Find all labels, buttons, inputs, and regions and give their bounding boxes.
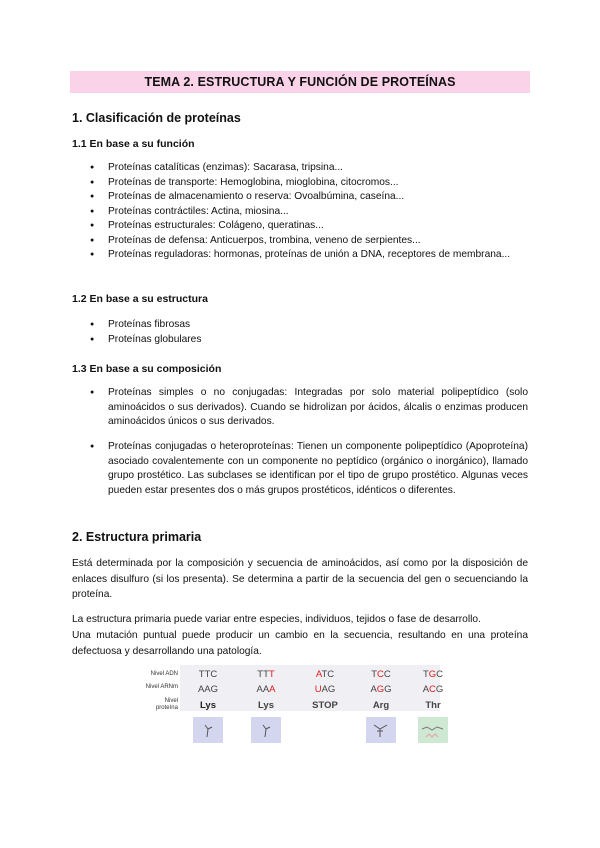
molecule-image-2 [251,717,281,743]
label-protein-line1: Nivel [164,698,178,704]
composition-list-2 [88,440,528,498]
rna-codon-3: UAG [314,684,336,695]
paragraph-variation: La estructura primaria puede variar entre especies, individuos, tejidos o fase de desarrollo. [72,614,481,625]
subsection-1-2-heading: 1.2 En base a su estructura [72,293,208,305]
label-dna-level: Nivel ADN [150,671,178,677]
rna-codon-2: AAA [256,684,276,695]
amino-acid-2: Lys [257,700,275,711]
amino-acid-5: Thr [425,700,441,711]
dna-codon-1: TTC [198,669,218,680]
amino-acid-4: Arg [372,700,390,711]
label-protein-level [140,698,178,712]
paragraph-definition: Está determinada por la composición y secuencia de aminoácidos, así como por la disposición de enlaces disulfuro (si los presenta). Se determina a partir de la secuencia del gen o secuenciando la proteína. [72,558,528,600]
dna-codon-4: TCC [371,669,391,680]
label-protein-line2: proteína [155,705,178,711]
amino-acid-1: Lys [199,700,217,711]
structure-list [88,318,528,347]
subsection-1-3-heading: 1.3 En base a su composición [72,363,222,375]
amino-acid-3: STOP [312,700,338,711]
list-item: ● Proteínas conjugadas o heteroproteínas: Tienen un componente polipeptídico (Apoproteína) asociado covalentemente con un componente no peptídico (orgánico o inorgánico), llamado grupo prostético. Las subclases se identifican por el tipo de grupo prostético. Algunas veces pueden estar presentes dos o más grupos prostéticos, idénticos o diferentes. [88,440,528,498]
rna-codon-1: AAG [197,684,219,695]
molecule-lys-icon [193,717,223,743]
molecule-image-1 [193,717,223,743]
rna-codon-4: AGG [370,684,392,695]
function-list [88,161,528,263]
dna-codon-5: TGC [422,669,444,680]
composition-list [88,386,528,430]
list-item: ● Proteínas estructurales: Colágeno, queratinas... [88,219,528,234]
rna-codon-5: ACG [422,684,444,695]
molecule-image-5 [418,717,448,743]
molecule-lys-icon [251,717,281,743]
section-1-heading: 1. Clasificación de proteínas [72,111,241,125]
molecule-image-4 [366,717,396,743]
list-item: ● Proteínas de transporte: Hemoglobina, mioglobina, citocromos... [88,176,528,191]
paragraph-mutation: Una mutación puntual puede producir un cambio en la secuencia, resultando en una proteína defectuosa y desarrollando una patología. [72,630,528,657]
list-item: ● Proteínas simples o no conjugadas: Integradas por solo material polipeptídico (solo aminoácidos o sus derivados). Cuando se hidrolizan por ácidos, álcalis o enzimas producen aminoácidos únicos o sus derivados. [88,386,528,430]
dna-codon-2: TTT [257,669,275,680]
list-item: ● Proteínas de defensa: Anticuerpos, trombina, veneno de serpientes... [88,234,528,249]
dna-codon-3: ATC [315,669,335,680]
label-rna-level: Nivel ARNm [145,684,178,690]
molecule-thr-icon [418,717,448,743]
molecule-arg-icon [366,717,396,743]
list-item: ● Proteínas globulares [88,333,528,348]
list-item: ● Proteínas fibrosas [88,318,528,333]
document-title: TEMA 2. ESTRUCTURA Y FUNCIÓN DE PROTEÍNAS [70,71,530,93]
list-item: ● Proteínas de almacenamiento o reserva: Ovoalbúmina, caseína... [88,190,528,205]
subsection-1-1-heading: 1.1 En base a su función [72,138,195,150]
section-2-heading: 2. Estructura primaria [72,530,202,544]
list-item: ● Proteínas catalíticas (enzimas): Sacarasa, tripsina... [88,161,528,176]
mutation-figure [140,667,460,747]
list-item: ● Proteínas contráctiles: Actina, miosina... [88,205,528,220]
list-item: ● Proteínas reguladoras: hormonas, proteínas de unión a DNA, receptores de membrana... [88,248,528,263]
